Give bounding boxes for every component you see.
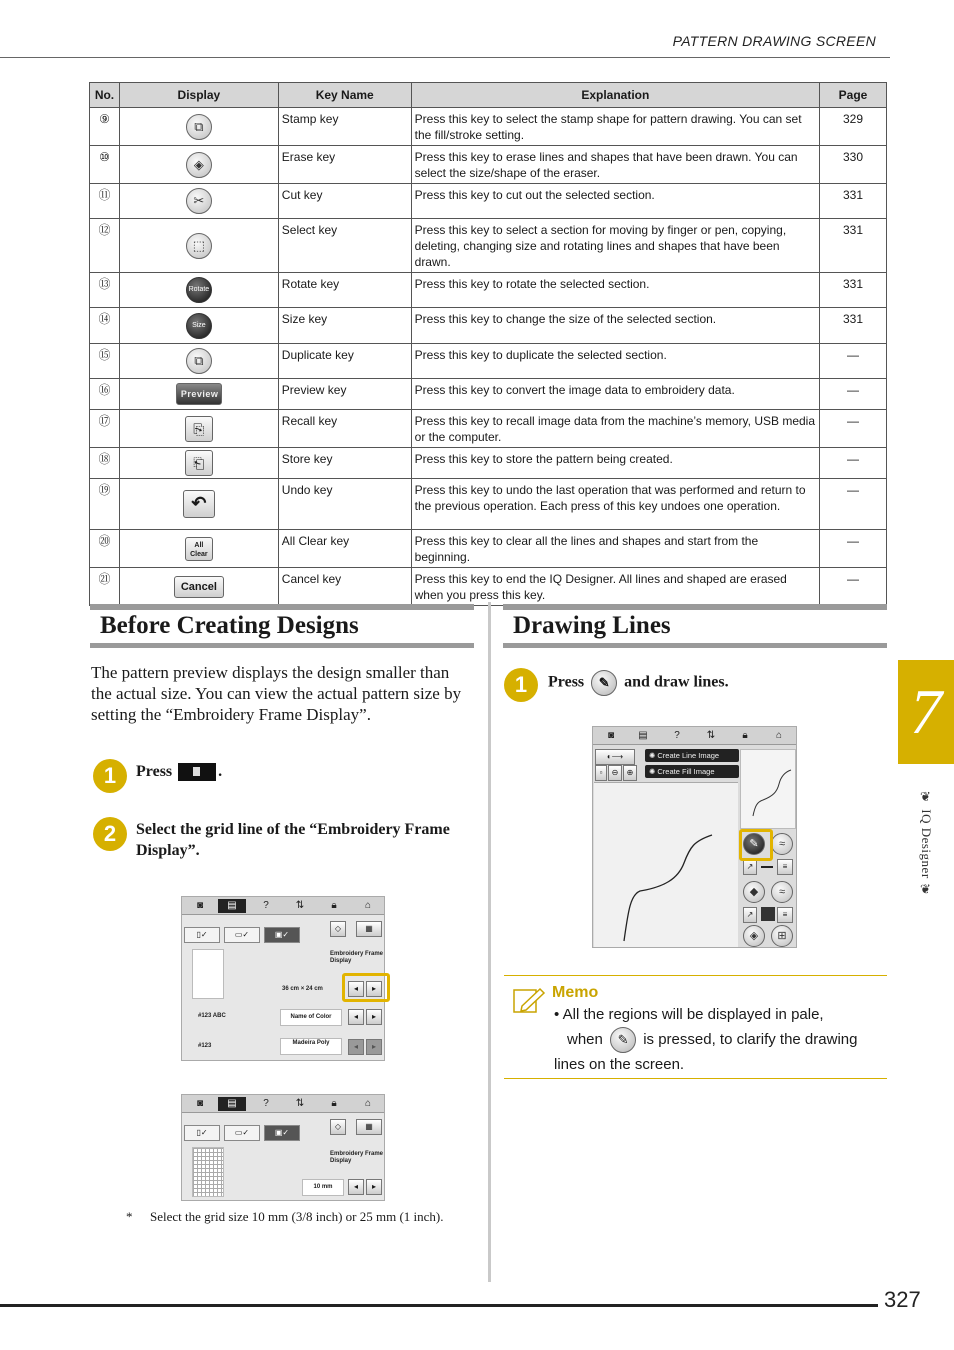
thread-code-b: #123 <box>198 1043 212 1049</box>
row-page: — <box>820 568 887 606</box>
line-list-icon[interactable]: ≡ <box>777 859 793 875</box>
frame-display-label: Embroidery Frame Display <box>330 1151 384 1164</box>
row-explanation: Press this key to clear all the lines and shapes and start from the beginning. <box>411 530 819 568</box>
zoom-level-icon: ▫ <box>595 765 607 781</box>
grid-next-button[interactable]: ▸ <box>366 1179 382 1195</box>
pen-settings-icon: ◇ <box>330 1119 346 1135</box>
create-fill-image-label: Create Fill Image <box>657 767 715 776</box>
frame-next-button[interactable]: ▸ <box>366 981 382 997</box>
memo-bullet: • <box>554 1006 560 1023</box>
table-row <box>90 344 887 379</box>
grid-size-value: 10 mm <box>302 1179 344 1196</box>
header-display: Display <box>119 83 278 108</box>
zoom-in-icon[interactable]: ⊕ <box>623 765 637 781</box>
row-key-name: Stamp key <box>278 108 411 146</box>
row-page: — <box>820 410 887 448</box>
screen-toolbar <box>182 1095 384 1113</box>
header-page: Page <box>820 83 887 108</box>
brush-type-button[interactable]: ≈ <box>771 881 793 903</box>
pen-icon: ✎ <box>591 670 617 696</box>
table-row <box>90 108 887 146</box>
bucket-button[interactable]: ◈ <box>743 925 765 947</box>
create-fill-image-button[interactable] <box>645 765 739 778</box>
highlight-frame-arrows <box>342 973 390 1002</box>
row-number: ⑱ <box>90 448 120 479</box>
row-number: ⑰ <box>90 410 120 448</box>
frame-size-readout <box>282 986 323 993</box>
footnote-mark: * <box>126 1209 133 1224</box>
tab-2: ▭✓ <box>224 927 260 943</box>
row-number: ⑲ <box>90 479 120 530</box>
settings-icon: ▤ <box>218 1097 246 1111</box>
line-color-swatch <box>761 866 773 868</box>
row-page: — <box>820 379 887 410</box>
header-key-name: Key Name <box>278 83 411 108</box>
highlight-pen-key <box>739 829 773 861</box>
table-row <box>90 146 887 184</box>
row-number: ㉑ <box>90 568 120 606</box>
mini-preview <box>740 749 796 829</box>
create-line-image-label: Create Line Image <box>657 751 720 760</box>
tension-icon: ⇅ <box>706 730 716 741</box>
row-explanation: Press this key to end the IQ Designer. All lines and shaped are erased when you press this key. <box>411 568 819 606</box>
row-page: 329 <box>820 108 887 146</box>
table-row <box>90 308 887 344</box>
chapter-tab: 7 <box>898 660 954 764</box>
row-number: ⑳ <box>90 530 120 568</box>
page-number: 327 <box>884 1287 921 1312</box>
row-number: ⑨ <box>90 108 120 146</box>
table-row <box>90 479 887 530</box>
row-explanation: Press this key to recall image data from the machine’s memory, USB media or the computer. <box>411 410 819 448</box>
table-row <box>90 379 887 410</box>
tab-2: ▭✓ <box>224 1125 260 1141</box>
fill-list-icon[interactable]: ≡ <box>777 907 793 923</box>
tab-3: ▣✓ <box>264 1125 300 1141</box>
row-number: ⑩ <box>90 146 120 184</box>
row-key-name: Undo key <box>278 479 411 530</box>
frame-width: 36 cm <box>282 986 300 992</box>
times-sign: × <box>300 986 305 992</box>
all-clear-label-2: Clear <box>190 550 208 558</box>
row-page: 331 <box>820 273 887 308</box>
fill-color-swatch <box>761 907 775 921</box>
row-page: — <box>820 344 887 379</box>
row-key-name: Cancel key <box>278 568 411 606</box>
row-key-name: Size key <box>278 308 411 344</box>
drawing-step-end: and draw lines. <box>624 673 729 691</box>
row-key-name: All Clear key <box>278 530 411 568</box>
running-header: PATTERN DRAWING SCREEN <box>672 33 876 49</box>
help-icon: ? <box>674 730 680 741</box>
eraser-icon: ◈ <box>186 152 212 178</box>
row-key-name: Rotate key <box>278 273 411 308</box>
preview-icon: Preview <box>176 383 222 405</box>
memo-box <box>504 975 887 1079</box>
drawing-step-press: Press <box>548 673 585 691</box>
step-1-end: . <box>218 763 223 780</box>
chapter-side-label <box>912 790 934 940</box>
settings-screen-2 <box>181 1094 385 1201</box>
column-divider <box>488 602 491 1282</box>
rotate-icon: Rotate <box>186 277 212 303</box>
row-key-name: Recall key <box>278 410 411 448</box>
screen-toolbar <box>182 897 384 915</box>
pen-icon: ✎ <box>610 1027 636 1053</box>
home-icon: ⌂ <box>364 900 372 911</box>
thread-code-a: #123 ABC <box>198 1013 226 1019</box>
preview-line <box>741 750 797 830</box>
key-table <box>89 82 887 606</box>
step-1-badge: 1 <box>93 759 127 793</box>
cancel-icon: Cancel <box>174 576 224 598</box>
row-key-name: Duplicate key <box>278 344 411 379</box>
header-rule <box>0 57 890 58</box>
stamp-icon: ⧉ <box>186 114 212 140</box>
tab-3: ▣✓ <box>264 927 300 943</box>
color-next-button[interactable]: ▸ <box>366 1009 382 1025</box>
row-number: ⑯ <box>90 379 120 410</box>
camera-icon: ◙ <box>196 900 204 911</box>
row-key-name: Cut key <box>278 184 411 219</box>
row-explanation: Press this key to erase lines and shapes that have been drawn. You can select the size/shape of the eraser. <box>411 146 819 184</box>
row-explanation: Press this key to duplicate the selected section. <box>411 344 819 379</box>
line-pen-button[interactable]: ✎ <box>743 833 765 855</box>
size-icon: Size <box>186 313 212 339</box>
table-row <box>90 219 887 273</box>
row-number: ⑬ <box>90 273 120 308</box>
row-explanation: Press this key to change the size of the selected section. <box>411 308 819 344</box>
zoom-out-icon[interactable]: ⊖ <box>608 765 622 781</box>
row-key-name: Preview key <box>278 379 411 410</box>
butterfly-fill-icon: ✺ <box>649 767 656 776</box>
frame-height: 24 cm <box>305 986 323 992</box>
brand-next-button[interactable]: ▸ <box>366 1039 382 1055</box>
tension-icon: ⇅ <box>295 900 305 911</box>
row-key-name: Store key <box>278 448 411 479</box>
row-page: 330 <box>820 146 887 184</box>
row-explanation: Press this key to store the pattern being created. <box>411 448 819 479</box>
frame-preview <box>192 949 224 999</box>
row-number: ⑪ <box>90 184 120 219</box>
lock-icon: 🔒︎ <box>331 900 337 911</box>
settings-icon: ▤ <box>218 899 246 913</box>
ornament-icon: ❦ <box>919 878 934 898</box>
row-page: — <box>820 530 887 568</box>
undo-icon: ↶ <box>183 490 215 518</box>
drawing-canvas[interactable] <box>594 782 738 948</box>
thread-color-label: Name of Color <box>280 1009 342 1026</box>
step-2-text: Select the grid line of the “Embroidery Frame Display”. <box>136 821 450 859</box>
settings-key-icon <box>178 763 216 781</box>
frame-display-label: Embroidery Frame Display <box>330 951 384 964</box>
row-number: ⑫ <box>90 219 120 273</box>
table-row <box>90 568 887 606</box>
row-explanation: Press this key to cut out the selected section. <box>411 184 819 219</box>
stamp-button[interactable]: ⊞ <box>771 925 793 947</box>
line-type-button[interactable]: ≈ <box>771 833 793 855</box>
row-page: 331 <box>820 184 887 219</box>
fill-color-icon[interactable]: ↗ <box>743 907 757 923</box>
row-page: — <box>820 479 887 530</box>
row-page: 331 <box>820 308 887 344</box>
step-2-badge: 2 <box>93 817 127 851</box>
all-clear-label-1: All <box>194 541 204 549</box>
thread-brand: Madeira Poly <box>280 1038 342 1055</box>
header-no: No. <box>90 83 120 108</box>
row-page: — <box>820 448 887 479</box>
duplicate-icon: ⧉ <box>186 348 212 374</box>
section-title-drawing: Drawing Lines <box>503 604 887 648</box>
store-icon: ⎗ <box>185 450 213 476</box>
home-icon: ⌂ <box>364 1098 372 1109</box>
color-prev-button[interactable]: ◂ <box>348 1009 364 1025</box>
frame-settings-icon: ▦ <box>356 921 382 937</box>
memo-text-1: All the regions will be displayed in pale, <box>562 1006 824 1023</box>
row-number: ⑮ <box>90 344 120 379</box>
line-color-icon[interactable]: ↗ <box>743 859 757 875</box>
row-explanation: Press this key to undo the last operation that was performed and return to the previous operation. Each press of this key undoes one operation. <box>411 479 819 530</box>
camera-icon: ◙ <box>196 1098 204 1109</box>
row-explanation: Press this key to select the stamp shape for pattern drawing. You can set the fill/stroke setting. <box>411 108 819 146</box>
table-row <box>90 184 887 219</box>
help-icon: ? <box>263 1098 269 1109</box>
memo-text-3: is pressed, to clarify the drawing lines on the screen. <box>554 1030 858 1073</box>
table-header-row <box>90 83 887 108</box>
palette-icon: ◐⟶ <box>595 749 635 765</box>
recall-icon: ⎘ <box>185 416 213 442</box>
footer-rule <box>0 1304 878 1307</box>
table-row <box>90 410 887 448</box>
settings-icon: ▤ <box>638 730 648 741</box>
brush-button[interactable]: ◆ <box>743 881 765 903</box>
screen-toolbar <box>593 727 796 745</box>
row-key-name: Erase key <box>278 146 411 184</box>
create-line-image-button[interactable] <box>645 749 739 762</box>
before-intro: The pattern preview displays the design smaller than the actual size. You can view the actual pattern size by setting the “Embroidery Frame Display”. <box>91 663 462 724</box>
drawn-line <box>594 783 738 948</box>
select-icon: ⬚ <box>186 233 212 259</box>
tab-1: ▯✓ <box>184 1125 220 1141</box>
row-explanation: Press this key to convert the image data to embroidery data. <box>411 379 819 410</box>
grid-preview <box>192 1147 224 1197</box>
memo-pencil-icon <box>512 986 546 1016</box>
row-page: 331 <box>820 219 887 273</box>
grid-prev-button[interactable]: ◂ <box>348 1179 364 1195</box>
butterfly-icon: ✺ <box>649 751 656 760</box>
help-icon: ? <box>263 900 269 911</box>
row-number: ⑭ <box>90 308 120 344</box>
step-1-text <box>136 761 222 782</box>
table-row <box>90 530 887 568</box>
scissors-icon: ✂ <box>186 188 212 214</box>
camera-icon: ◙ <box>607 730 615 741</box>
memo-title: Memo <box>552 984 599 1001</box>
ornament-icon: ❦ <box>919 790 934 810</box>
header-explanation: Explanation <box>411 83 819 108</box>
pen-settings-icon: ◇ <box>330 921 346 937</box>
frame-settings-icon: ▦ <box>356 1119 382 1135</box>
table-row <box>90 273 887 308</box>
lock-icon: 🔒︎ <box>331 1098 337 1109</box>
drawing-step-1-badge: 1 <box>504 668 538 702</box>
lock-icon: 🔒︎ <box>742 730 748 741</box>
tab-1: ▯✓ <box>184 927 220 943</box>
drawing-step-1-text <box>548 670 878 696</box>
home-icon: ⌂ <box>775 730 783 741</box>
all-clear-icon <box>185 537 213 561</box>
footnote-text: Select the grid size 10 mm (3/8 inch) or 25 mm (1 inch). <box>150 1209 444 1224</box>
table-row <box>90 448 887 479</box>
memo-text <box>554 1003 884 1077</box>
brand-prev-button[interactable]: ◂ <box>348 1039 364 1055</box>
section-title-before: Before Creating Designs <box>90 604 474 648</box>
tension-icon: ⇅ <box>295 1098 305 1109</box>
frame-prev-button[interactable]: ◂ <box>348 981 364 997</box>
chapter-name: IQ Designer <box>919 809 934 879</box>
step-1-press: Press <box>136 763 173 780</box>
row-explanation: Press this key to rotate the selected section. <box>411 273 819 308</box>
row-key-name: Select key <box>278 219 411 273</box>
memo-text-2: when <box>567 1030 603 1048</box>
row-explanation: Press this key to select a section for moving by finger or pen, copying, deleting, changing size and rotating lines and shapes that have been drawn. <box>411 219 819 273</box>
